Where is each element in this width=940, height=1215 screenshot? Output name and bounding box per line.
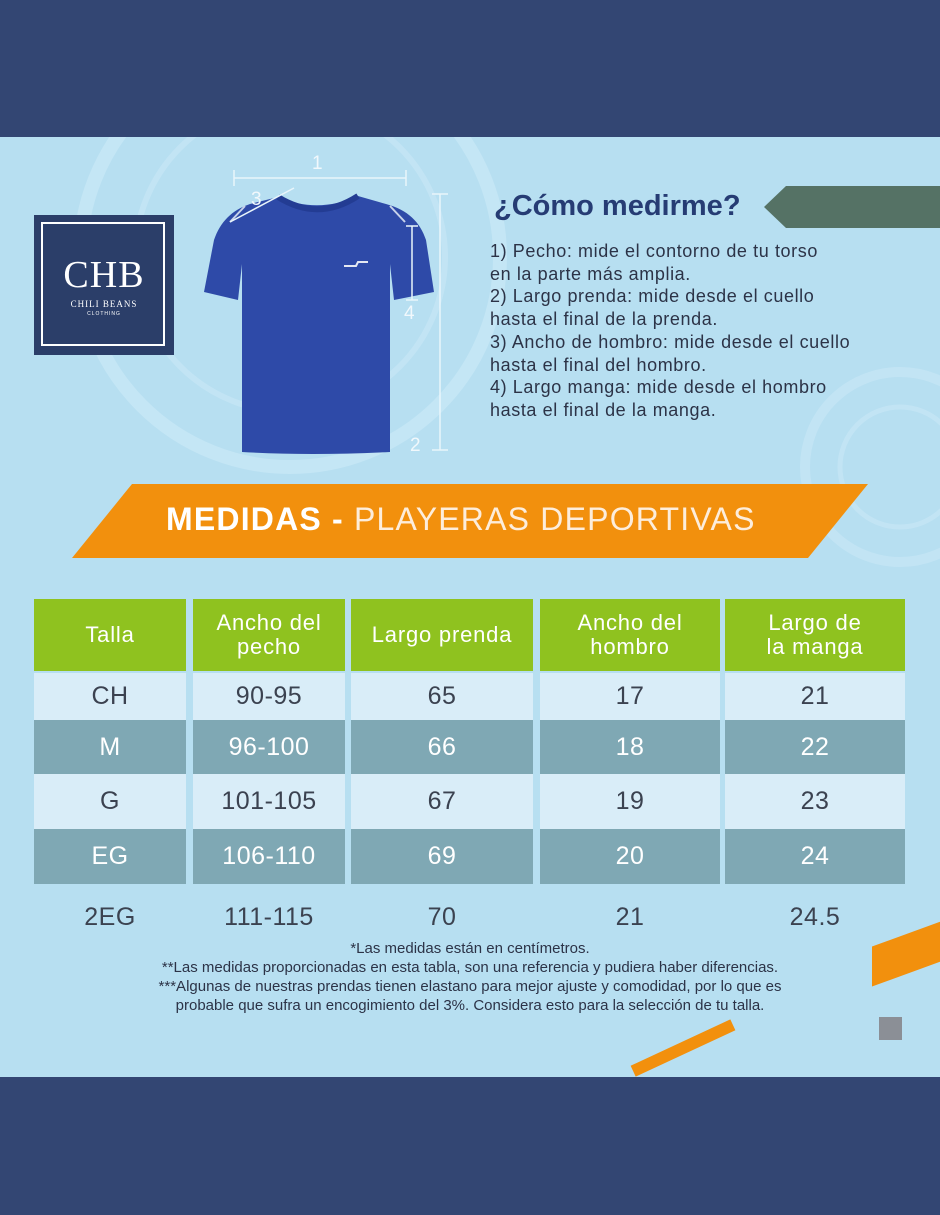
- banner-title-bold: MEDIDAS -: [166, 501, 344, 537]
- how-to-measure-text: [490, 240, 930, 422]
- footnote: *Las medidas están en centímetros.: [350, 940, 590, 957]
- header-ancho-hombro: Ancho del hombro: [540, 599, 720, 671]
- cell-manga: 21: [725, 673, 905, 720]
- brand-logo: [34, 215, 174, 355]
- cell-pecho: 96-100: [193, 720, 345, 774]
- tshirt-icon: [204, 196, 434, 454]
- cell-hombro: 20: [540, 829, 720, 884]
- measure-label-3: 3: [251, 189, 262, 210]
- instruction-line: 1) Pecho: mide el contorno de tu torso: [490, 241, 818, 261]
- header-largo-manga: Largo de la manga: [725, 599, 905, 671]
- cell-hombro: 17: [540, 673, 720, 720]
- cell-hombro: 21: [615, 902, 645, 931]
- gray-square-decoration: [879, 1017, 902, 1040]
- instruction-line: hasta el final de la prenda.: [490, 309, 718, 330]
- cell-talla: 2EG: [84, 902, 136, 931]
- instruction-line: 4) Largo manga: mide desde el hombro: [490, 377, 827, 398]
- content-panel: [0, 137, 940, 1077]
- cell-hombro: 19: [540, 774, 720, 829]
- instruction-line: 2) Largo prenda: mide desde el cuello: [490, 286, 815, 307]
- cell-largo: 65: [351, 673, 533, 720]
- cell-talla: CH: [34, 673, 186, 720]
- cell-talla: M: [34, 720, 186, 774]
- cell-talla: EG: [34, 829, 186, 884]
- bottom-band: [0, 1077, 940, 1215]
- cell-manga: 22: [725, 720, 905, 774]
- cell-hombro: 18: [540, 720, 720, 774]
- top-band: [0, 0, 940, 137]
- instruction-line: en la parte más amplia.: [490, 263, 691, 284]
- banner-title-light: PLAYERAS DEPORTIVAS: [354, 501, 756, 537]
- logo-mark: CHB: [63, 254, 145, 296]
- logo-subtitle: CHILI BEANS: [70, 299, 138, 309]
- tshirt-diagram: [190, 152, 450, 462]
- cell-largo: 66: [351, 720, 533, 774]
- logo-subtitle-2: CLOTHING: [87, 311, 121, 317]
- measure-label-1: 1: [312, 153, 323, 174]
- banner-title: [166, 501, 756, 538]
- footnote: probable que sufra un encogimiento del 3%. Considera esto para la selección de tu talla.: [175, 997, 765, 1014]
- measure-label-4: 4: [404, 303, 415, 324]
- header-largo-prenda: Largo prenda: [351, 599, 533, 671]
- cell-talla: G: [34, 774, 186, 829]
- cell-pecho: 111-115: [224, 902, 314, 931]
- cell-pecho: 90-95: [193, 673, 345, 720]
- footnote: ***Algunas de nuestras prendas tienen elastano para mejor ajuste y comodidad, por lo que es: [158, 978, 782, 995]
- measure-label-2: 2: [410, 435, 421, 456]
- cell-largo: 67: [351, 774, 533, 829]
- footnotes: [60, 939, 880, 1015]
- header-talla: Talla: [34, 599, 186, 671]
- cell-manga: 24: [725, 829, 905, 884]
- cell-largo: 70: [427, 902, 457, 931]
- cell-manga: 24.5: [789, 902, 841, 931]
- instruction-line: hasta el final de la manga.: [490, 399, 717, 420]
- header-ancho-pecho: Ancho del pecho: [193, 599, 345, 671]
- how-to-measure-title: ¿Cómo medirme?: [494, 190, 741, 222]
- cell-manga: 23: [725, 774, 905, 829]
- cell-largo: 69: [351, 829, 533, 884]
- instruction-line: hasta el final del hombro.: [490, 354, 707, 375]
- cell-pecho: 101-105: [193, 774, 345, 829]
- cell-pecho: 106-110: [193, 829, 345, 884]
- footnote: **Las medidas proporcionadas en esta tabla, son una referencia y pudiera haber diferencias.: [161, 959, 779, 976]
- instruction-line: 3) Ancho de hombro: mide desde el cuello: [490, 331, 851, 352]
- title-tab-decoration: [764, 186, 940, 228]
